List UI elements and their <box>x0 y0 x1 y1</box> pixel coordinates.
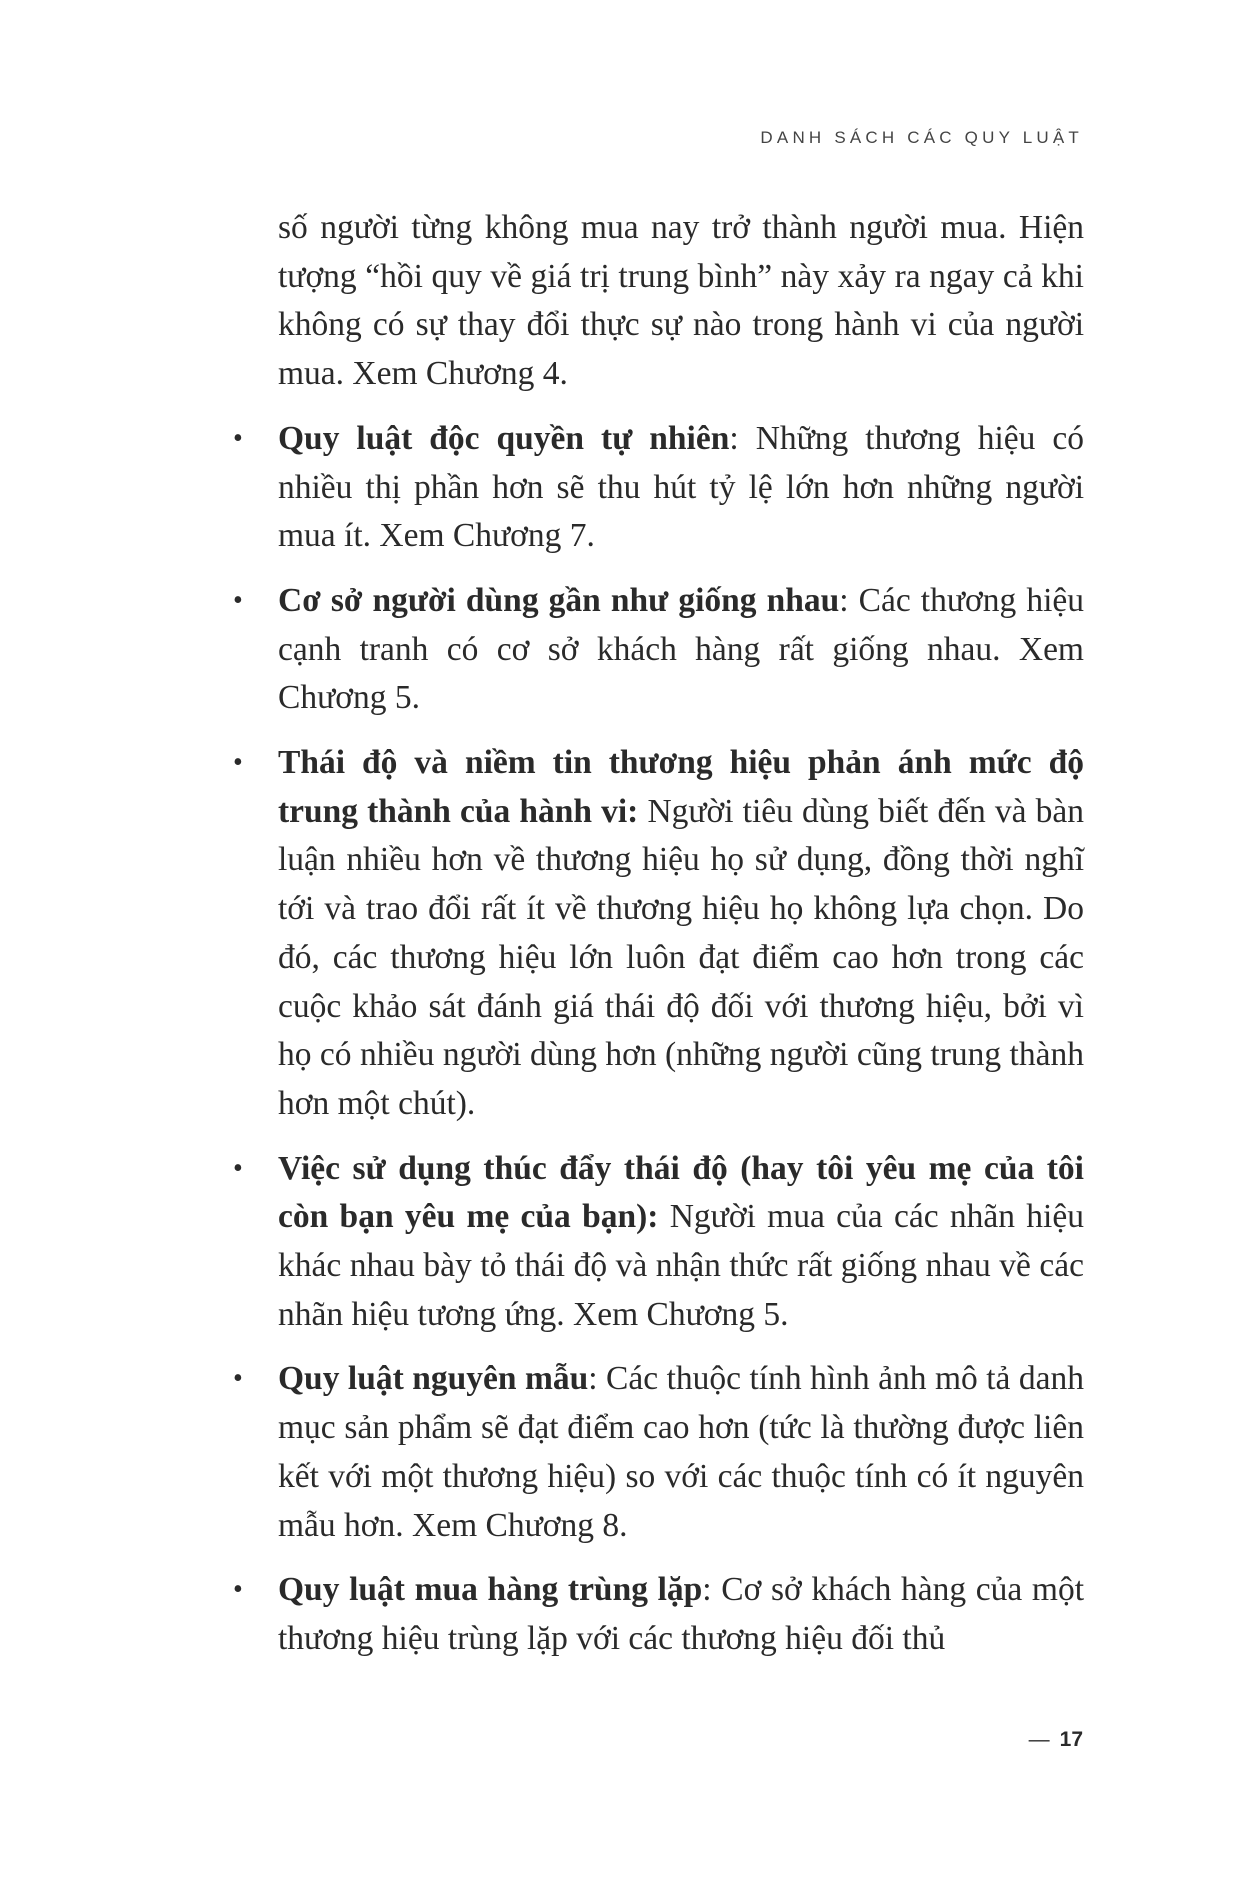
page-footer <box>1029 1728 1083 1752</box>
rule-term: Việc sử dụng thúc đẩy thái độ (hay tôi yêu mẹ của tôi còn bạn yêu mẹ của bạn): <box>278 1149 1084 1236</box>
rule-description: Người mua của các nhãn hiệu khác nhau bày tỏ thái độ và nhận thức rất giống nhau về các nhãn hiệu tương ứng. Xem Chương 5. <box>278 1198 1084 1333</box>
rule-term: Quy luật độc quyền tự nhiên <box>278 419 730 457</box>
rules-list <box>278 415 1084 1664</box>
rule-description: Các thương hiệu cạnh tranh có cơ sở khách hàng rất giống nhau. Xem Chương 5. <box>278 581 1084 717</box>
rule-term: Quy luật mua hàng trùng lặp <box>278 1571 703 1609</box>
intro-paragraph: số người từng không mua nay trở thành người mua. Hiện tượng “hồi quy về giá trị trung bình” này xảy ra ngay cả khi không có sự thay đổi thực sự nào trong hành vi của người mua. Xem Chương 4. <box>278 209 1084 393</box>
term-separator: : <box>839 581 859 619</box>
rule-term: Quy luật nguyên mẫu <box>278 1360 589 1398</box>
term-separator: : <box>729 419 756 457</box>
list-item <box>278 1566 1084 1663</box>
list-item <box>278 739 1084 1129</box>
footer-dash: — <box>1028 1728 1050 1751</box>
running-header: DANH SÁCH CÁC QUY LUẬT <box>760 128 1083 147</box>
term-separator: : <box>588 1360 607 1398</box>
page-number: 17 <box>1059 1728 1083 1751</box>
term-separator <box>658 1198 669 1235</box>
rule-description: Các thuộc tính hình ảnh mô tả danh mục sản phẩm sẽ đạt điểm cao hơn (tức là thường được liên kết với một thương hiệu) so với các thuộc tính có ít nguyên mẫu hơn. Xem Chương 8. <box>278 1360 1084 1544</box>
rule-term: Cơ sở người dùng gần như giống nhau <box>278 581 840 619</box>
list-item <box>278 1355 1084 1550</box>
list-item <box>278 577 1084 723</box>
rule-term: Thái độ và niềm tin thương hiệu phản ánh mức độ trung thành của hành vi: <box>278 744 1084 830</box>
rule-description: Những thương hiệu có nhiều thị phần hơn sẽ thu hút tỷ lệ lớn hơn những người mua ít. Xem Chương 7. <box>278 419 1085 555</box>
page-body <box>278 204 1084 1664</box>
rule-description: Người tiêu dùng biết đến và bàn luận nhiều hơn về thương hiệu họ sử dụng, đồng thời nghĩ tới và trao đổi rất ít về thương hiệu họ không lựa chọn. Do đó, các thương hiệu lớn luôn đạt điểm cao hơn trong các cuộc khảo sát đánh giá thái độ đối với thương hiệu, bởi vì họ có nhiều người dùng hơn (những người cũng trung thành hơn một chút). <box>278 792 1084 1122</box>
list-item <box>278 1145 1084 1340</box>
list-item <box>278 415 1084 561</box>
rule-description: Cơ sở khách hàng của một thương hiệu trùng lặp với các thương hiệu đối thủ <box>278 1571 1084 1657</box>
term-separator: : <box>702 1571 722 1609</box>
